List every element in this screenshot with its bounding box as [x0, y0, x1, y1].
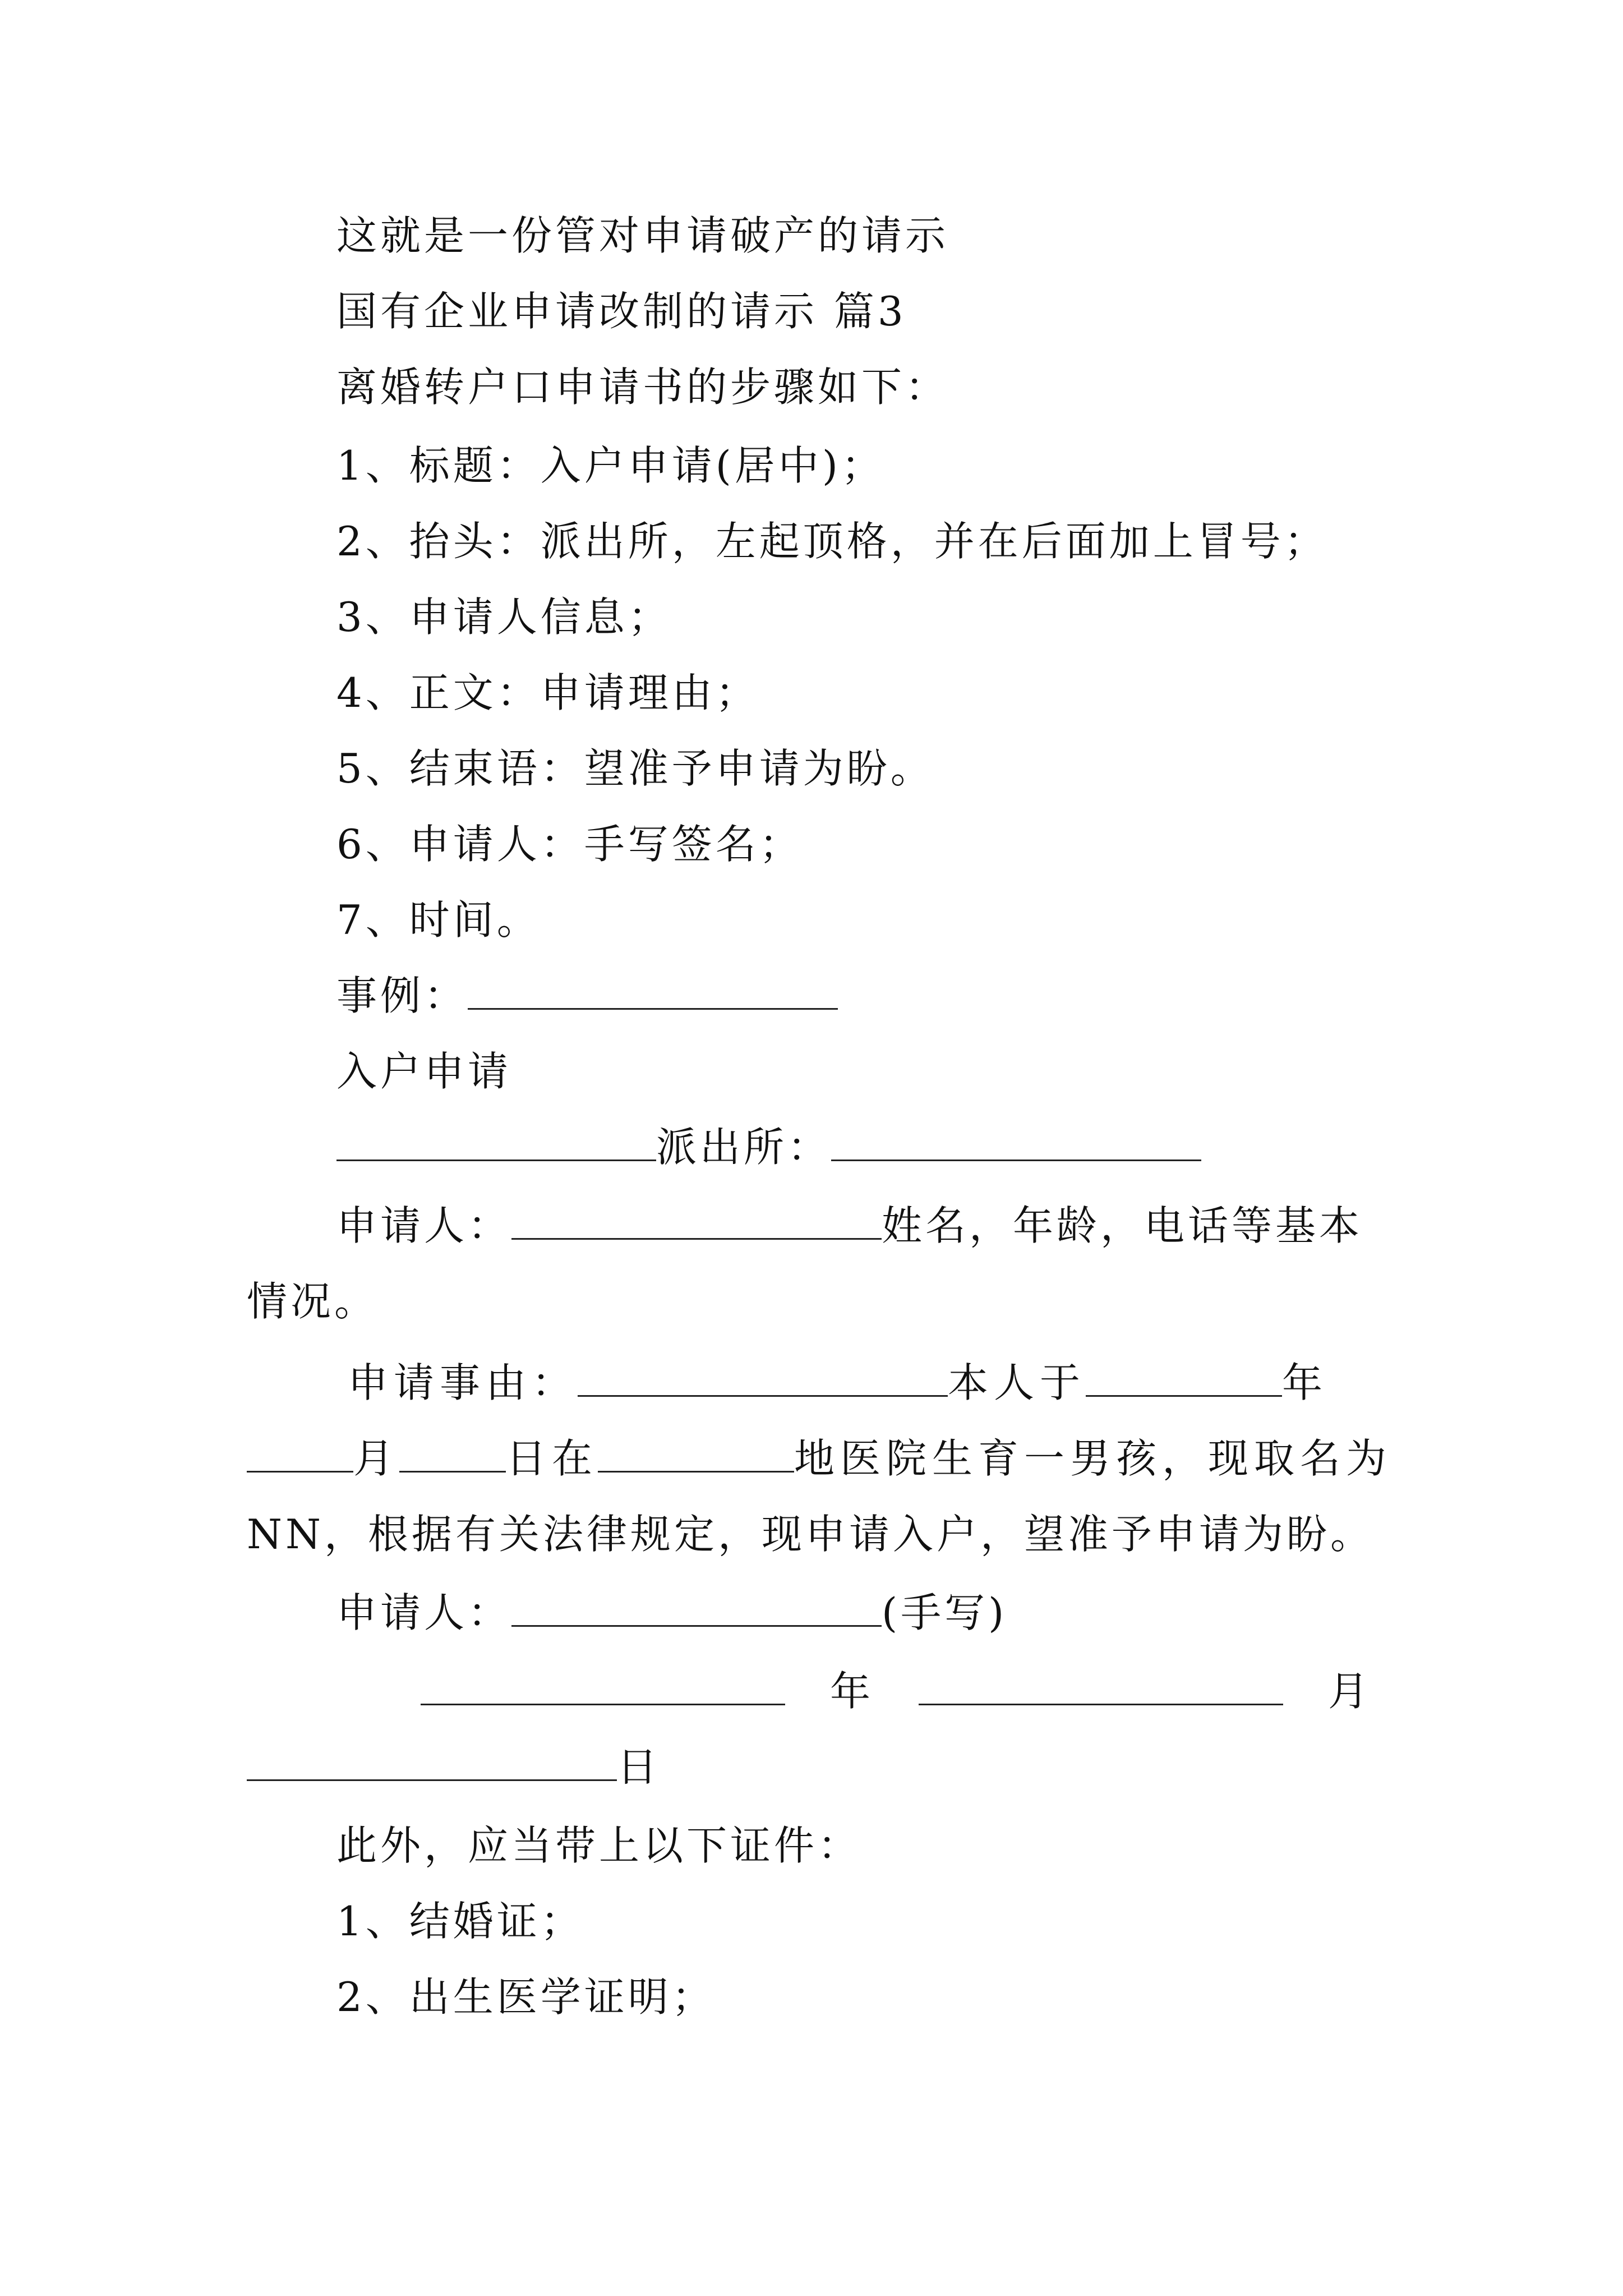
reason-blank — [578, 1360, 948, 1397]
document-item: 2、出生医学证明； — [336, 1973, 716, 2021]
year-char: 年 — [1282, 1359, 1329, 1406]
date-line-2 — [247, 1742, 661, 1792]
documents-intro: 此外，应当带上以下证件： — [336, 1822, 862, 1869]
police-station-blank — [831, 1125, 1201, 1161]
applicant-blank — [511, 1203, 882, 1240]
step-item: 3、申请人信息； — [336, 593, 672, 641]
date-day-char: 日 — [617, 1743, 661, 1791]
reason-label: 申请事由： — [348, 1359, 578, 1406]
reason-last-line: NN，根据有关法律规定，现申请入户，望准予申请为盼。 — [247, 1511, 1375, 1558]
reason-line — [348, 1358, 1328, 1408]
date-year-char: 年 — [830, 1668, 874, 1715]
step-item: 5、结束语：望准予申请为盼。 — [336, 745, 934, 792]
police-station-line — [336, 1122, 1201, 1172]
applicant-info-tail: 姓名，年龄，电话等基本 — [882, 1202, 1363, 1249]
month-blank — [247, 1436, 353, 1473]
police-station-name-blank — [336, 1125, 656, 1161]
step-item: 2、抬头：派出所，左起顶格，并在后面加上冒号； — [336, 518, 1328, 565]
date-year-blank — [421, 1669, 785, 1705]
steps-intro: 离婚转户口申请书的步骤如下： — [336, 364, 949, 411]
police-station-label: 派出所： — [656, 1124, 832, 1171]
section-heading: 国有企业申请改制的请示 篇3 — [336, 288, 907, 335]
date-day-blank — [247, 1745, 617, 1781]
document-item: 1、结婚证； — [336, 1898, 584, 1945]
signature-line — [336, 1588, 1007, 1638]
handwritten-note: (手写) — [882, 1589, 1008, 1636]
date-month-blank — [919, 1669, 1283, 1705]
signature-label: 申请人： — [336, 1589, 512, 1636]
month-char: 月 — [353, 1435, 400, 1482]
day-at: 日在 — [506, 1435, 598, 1482]
reason-hospital-tail: 地医院生育一男孩，现取名为 — [794, 1435, 1393, 1482]
date-line — [421, 1666, 1372, 1717]
example-blank — [468, 973, 838, 1010]
reason-born-prefix: 本人于 — [948, 1359, 1086, 1406]
step-item: 7、时间。 — [336, 896, 541, 944]
step-item: 6、申请人：手写签名； — [336, 821, 803, 868]
applicant-info-wrap: 情况。 — [247, 1278, 379, 1325]
date-month-char: 月 — [1328, 1668, 1372, 1715]
intro-line: 这就是一份管对申请破产的请示 — [336, 212, 949, 259]
applicant-label: 申请人： — [336, 1202, 512, 1249]
year-blank — [1086, 1360, 1282, 1397]
applicant-line — [336, 1200, 1363, 1251]
day-blank — [399, 1436, 506, 1473]
example-label: 事例： — [336, 972, 468, 1019]
location-blank — [598, 1436, 794, 1473]
signature-blank — [511, 1590, 882, 1627]
reason-line-2 — [247, 1433, 1392, 1484]
example-line — [336, 970, 838, 1021]
step-item: 1、标题：入户申请(居中)； — [336, 442, 885, 489]
step-item: 4、正文：申请理由； — [336, 669, 759, 716]
form-title: 入户申请 — [336, 1048, 512, 1095]
